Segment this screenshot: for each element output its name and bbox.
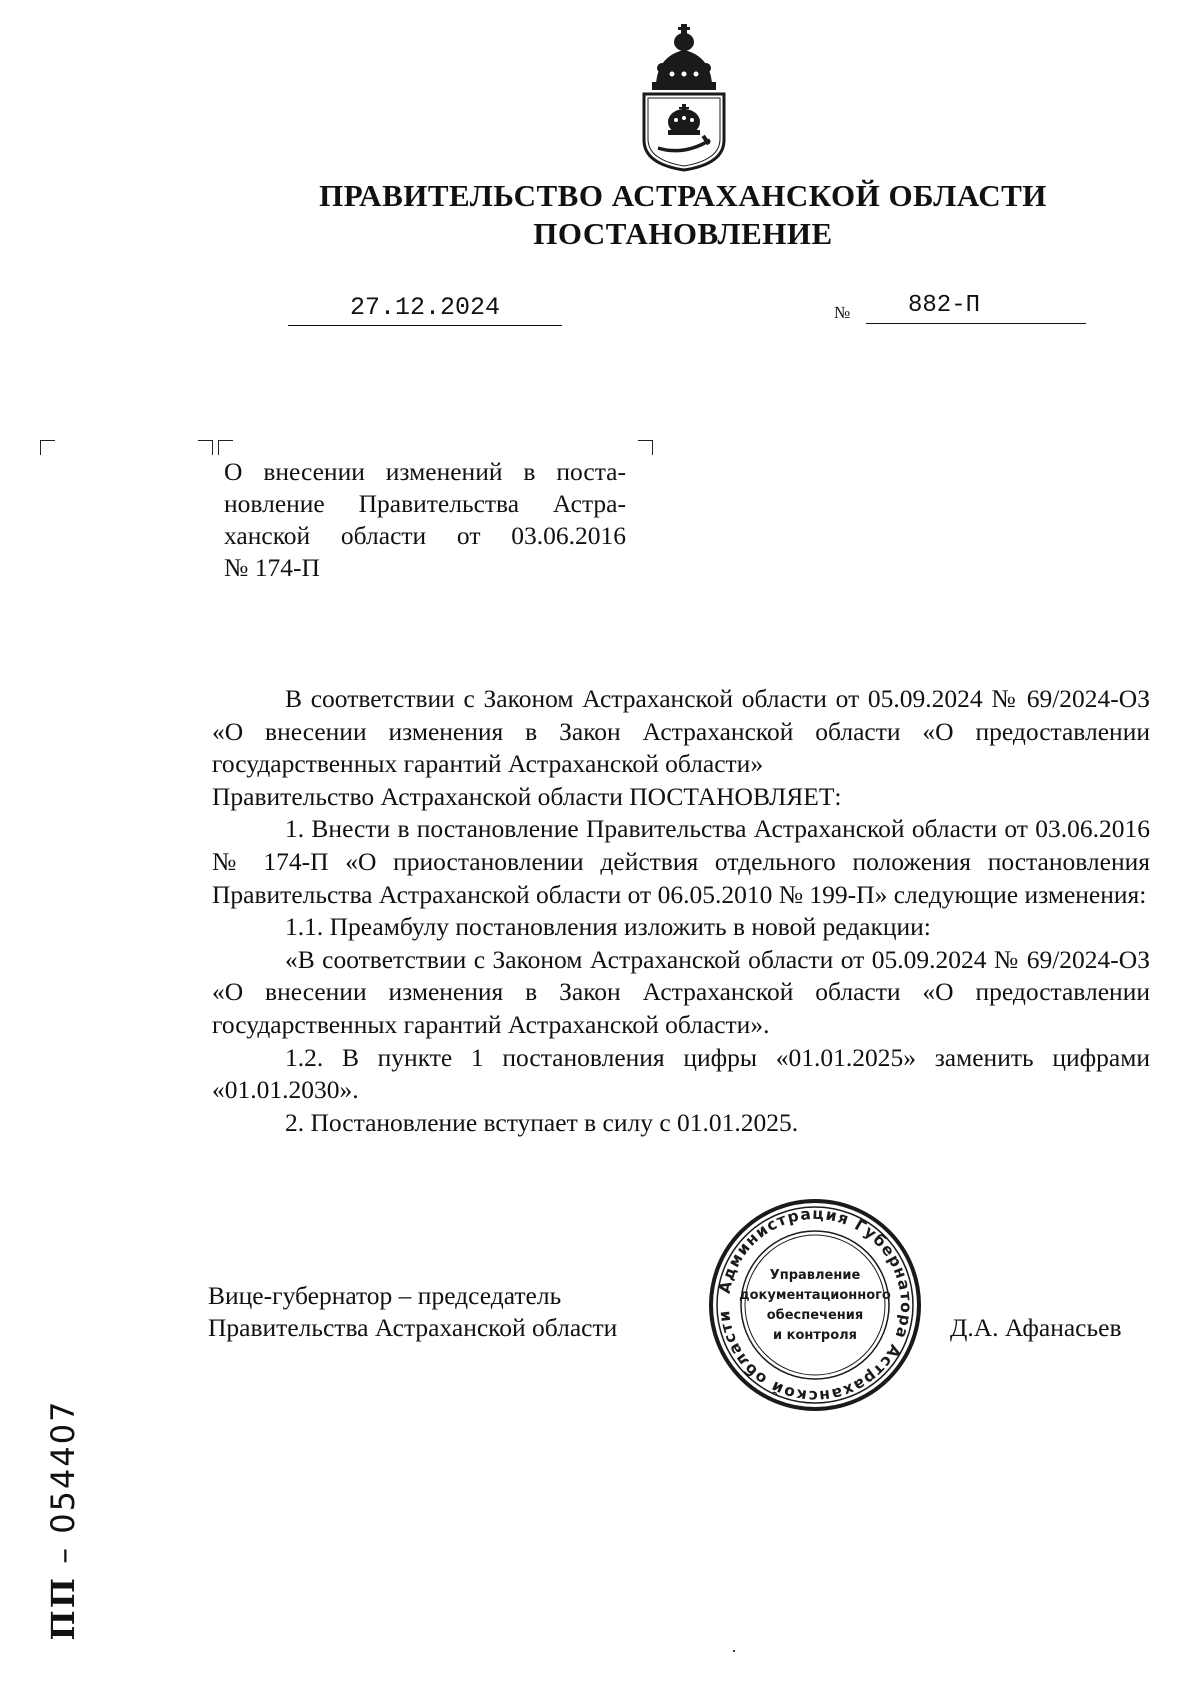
document-date: 27.12.2024 [288, 292, 562, 326]
signatory-position [208, 1280, 617, 1344]
number-sign: № [834, 303, 851, 322]
organization-title: ПРАВИТЕЛЬСТВО АСТРАХАНСКОЙ ОБЛАСТИ [319, 178, 1047, 213]
official-seal [705, 1195, 925, 1415]
document-number-field [866, 290, 1086, 324]
corner-mark [218, 440, 233, 455]
body-paragraph: 2. Постановление вступает в силу с 01.01.2025. [285, 1107, 799, 1137]
subject-line: О внесении изменений в поста- [224, 457, 626, 486]
body-paragraph: 1.2. В пункте 1 постановления цифры «01.01.2025» заменить цифрами «01.01.2030». [212, 1042, 1150, 1105]
body-paragraph: 1. Внести в постановление Правительства Астраханской области от 03.06.2016 № 174-П «О приостановлении действия отдельного положения постановления Правительства Астраханской области от 06.05.2010 № 199-П» следующие изменения: [212, 814, 1150, 909]
coat-of-arms-emblem [638, 22, 730, 172]
subject-line: ханской области от 03.06.2016 [224, 521, 626, 550]
seal-inner-line: документационного [739, 1288, 891, 1303]
signatory-position-line: Вице-губернатор – председатель [208, 1281, 562, 1310]
seal-inner-line: Управление [769, 1268, 861, 1283]
document-body [212, 683, 1150, 1139]
body-paragraph: Правительство Астраханской области ПОСТАНОВЛЯЕТ: [212, 781, 842, 811]
blank-series: ПП [44, 1576, 82, 1641]
document-type: ПОСТАНОВЛЕНИЕ [533, 216, 833, 251]
blank-digits: 054407 [44, 1399, 82, 1534]
corner-mark [638, 440, 653, 455]
blank-separator: – [44, 1533, 82, 1577]
blank-serial-number [38, 1390, 88, 1650]
body-paragraph: «В соответствии с Законом Астраханской области от 05.09.2024 № 69/2024-ОЗ «О внесении изменения в Закон Астраханской области «О предоставлении государственных гарантий Астраханской области». [212, 944, 1150, 1039]
corner-mark [40, 440, 55, 455]
seal-inner-line: и контроля [772, 1328, 858, 1343]
scan-speck [733, 1650, 735, 1652]
body-paragraph: 1.1. Преамбулу постановления изложить в новой редакции: [285, 912, 931, 942]
subject-line: новление Правительства Астра- [224, 489, 626, 518]
body-paragraph: В соответствии с Законом Астраханской области от 05.09.2024 № 69/2024-ОЗ «О внесении изменения в Закон Астраханской области «О предоставлении государственных гарантий Астраханской области» [212, 684, 1150, 779]
corner-mark [198, 440, 213, 455]
subject-line: № 174-П [224, 553, 320, 582]
document-number: 882-П [908, 292, 981, 319]
document-subject [224, 456, 626, 584]
signatory-position-line: Правительства Астраханской области [208, 1313, 618, 1342]
seal-inner-line: обеспечения [766, 1308, 864, 1323]
signatory-name: Д.А. Афанасьев [950, 1313, 1122, 1342]
seal-outer-text: Администрация Губернатора Астраханской области [714, 1204, 916, 1406]
